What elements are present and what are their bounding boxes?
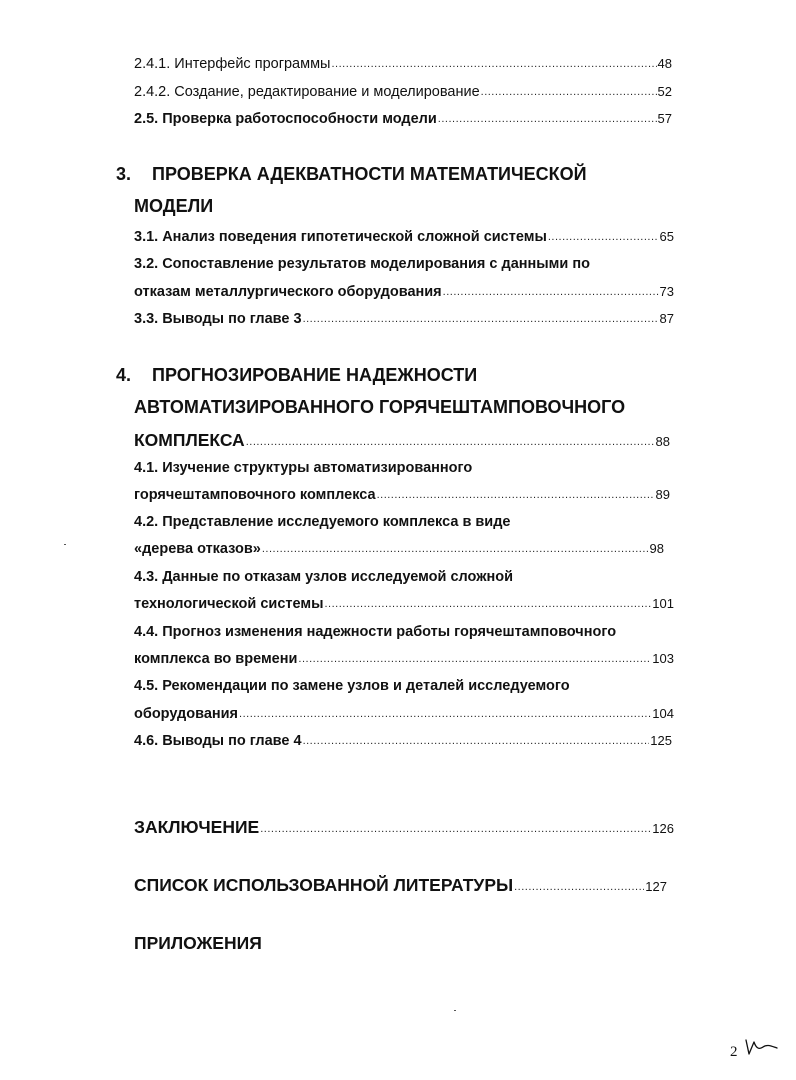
toc-appendices: ПРИЛОЖЕНИЯ [134, 933, 262, 953]
leader-dots [239, 708, 651, 720]
toc-entry-page: 73 [659, 284, 674, 299]
toc-entry-3-1 [134, 229, 674, 245]
toc-entry-2-4-2 [134, 84, 672, 100]
toc-entry-4-3 [134, 596, 674, 612]
toc-entry-4-1-line1: 4.1. Изучение структуры автоматизированного [134, 460, 473, 476]
toc-entry-title: СПИСОК ИСПОЛЬЗОВАННОЙ ЛИТЕРАТУРЫ [134, 875, 514, 895]
toc-entry-3-3 [134, 311, 674, 327]
toc-entry-4-4-line1: 4.4. Прогноз изменения надежности работы горячештамповочного [134, 624, 617, 640]
leader-dots [324, 598, 651, 610]
chapter-4-title-line2: АВТОМАТИЗИРОВАННОГО ГОРЯЧЕШТАМПОВОЧНОГО [134, 397, 626, 417]
leader-dots [246, 436, 655, 448]
chapter-3-title-line1: ПРОВЕРКА АДЕКВАТНОСТИ МАТЕМАТИЧЕСКОЙ [152, 164, 587, 184]
toc-entry-4-1 [134, 487, 670, 503]
chapter-4-title-line3: КОМПЛЕКСА [134, 430, 245, 450]
toc-entry-title: «дерева отказов» [134, 541, 261, 557]
toc-entry-title: 2.5. Проверка работоспособности модели [134, 111, 437, 127]
scan-speck [454, 1010, 456, 1011]
toc-entry-page: 126 [652, 821, 674, 836]
leader-dots [481, 86, 657, 98]
leader-dots [438, 113, 657, 125]
toc-references [134, 875, 667, 896]
toc-entry-4-6 [134, 733, 672, 749]
toc-entry-4-2-line1: 4.2. Представление исследуемого комплекса в виде [134, 514, 511, 530]
leader-dots [443, 286, 659, 298]
toc-entry-page: 52 [657, 84, 672, 99]
leader-dots [303, 313, 659, 325]
toc-entry-title: технологической системы [134, 596, 324, 612]
toc-entry-title: ЗАКЛЮЧЕНИЕ [134, 817, 260, 837]
toc-entry-title: 3.1. Анализ поведения гипотетической сложной системы [134, 229, 547, 245]
toc-entry-title: комплекса во времени [134, 651, 298, 667]
scan-speck [64, 544, 66, 545]
chapter-4-entry [134, 430, 670, 451]
toc-entry-3-2-line1: 3.2. Сопоставление результатов моделирования с данными по [134, 256, 590, 272]
toc-entry-title: горячештамповочного комплекса [134, 487, 376, 503]
toc-entry-2-5 [134, 111, 672, 127]
toc-entry-title: оборудования [134, 706, 239, 722]
toc-entry-page: 57 [657, 111, 672, 126]
toc-entry-page: 98 [649, 541, 664, 556]
toc-entry-page: 89 [655, 487, 670, 502]
toc-entry-page: 87 [659, 311, 674, 326]
toc-entry-page: 65 [659, 229, 674, 244]
leader-dots [514, 881, 644, 893]
toc-entry-page: 104 [652, 706, 674, 721]
chapter-3-title-line2: МОДЕЛИ [134, 196, 214, 216]
handwritten-signature-icon [743, 1036, 783, 1060]
toc-entry-page: 88 [655, 434, 670, 449]
toc-entry-2-4-1 [134, 56, 672, 72]
chapter-4-number: 4. [116, 365, 132, 385]
toc-entry-4-5 [134, 706, 674, 722]
toc-entry-4-2 [134, 541, 664, 557]
leader-dots [303, 735, 650, 747]
toc-entry-title: 2.4.1. Интерфейс программы [134, 56, 331, 72]
toc-entry-page: 125 [650, 733, 672, 748]
toc-entry-title: 3.3. Выводы по главе 3 [134, 311, 302, 327]
toc-entry-3-2 [134, 284, 674, 300]
toc-entry-title: отказам металлургического оборудования [134, 284, 442, 300]
toc-entry-4-5-line1: 4.5. Рекомендации по замене узлов и деталей исследуемого [134, 678, 570, 694]
toc-conclusion [134, 817, 674, 838]
toc-entry-4-3-line1: 4.3. Данные по отказам узлов исследуемой сложной [134, 569, 514, 585]
toc-entry-4-4 [134, 651, 674, 667]
leader-dots [331, 58, 656, 70]
toc-entry-page: 103 [652, 651, 674, 666]
leader-dots [548, 231, 659, 243]
chapter-4-title-line1: ПРОГНОЗИРОВАНИЕ НАДЕЖНОСТИ [152, 365, 478, 385]
page-number: 2 [730, 1044, 738, 1060]
toc-entry-page: 127 [645, 879, 667, 894]
toc-entry-title: 2.4.2. Создание, редактирование и моделирование [134, 84, 480, 100]
leader-dots [260, 823, 651, 835]
toc-entry-page: 48 [657, 56, 672, 71]
toc-entry-page: 101 [652, 596, 674, 611]
leader-dots [298, 653, 651, 665]
leader-dots [377, 489, 655, 501]
toc-entry-title: 4.6. Выводы по главе 4 [134, 733, 302, 749]
chapter-3-number: 3. [116, 164, 132, 184]
leader-dots [262, 543, 649, 555]
